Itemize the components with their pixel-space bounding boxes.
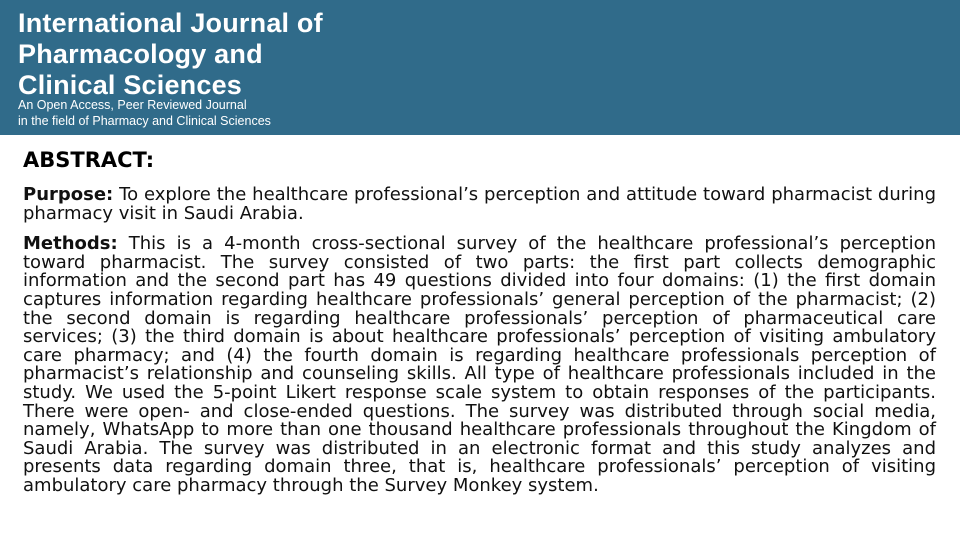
- purpose-paragraph: [23, 186, 936, 223]
- journal-title-line-3: Clinical Sciences: [18, 70, 243, 100]
- journal-title-line-1: International Journal of: [18, 8, 323, 38]
- purpose-label: Purpose:: [23, 184, 114, 205]
- methods-paragraph: [23, 235, 936, 495]
- abstract-heading: ABSTRACT:: [23, 148, 155, 172]
- journal-subtitle-line-2: in the field of Pharmacy and Clinical Sciences: [18, 114, 271, 128]
- abstract-body: [23, 186, 936, 508]
- purpose-text: To explore the healthcare professional’s perception and attitude toward pharmacist during pharmacy visit in Saudi Arabia.: [23, 184, 936, 224]
- methods-label: Methods:: [23, 233, 118, 255]
- journal-subtitle-line-1: An Open Access, Peer Reviewed Journal: [18, 98, 247, 112]
- methods-text: This is a 4-month cross-sectional survey of the healthcare professional’s perception toward pharmacist. The survey consisted of two parts: the first part collects demographic information and the second part has 49 questions divided into four domains: (1) the first domain captures information regarding healthcare professionals’ general perception of the pharmacist; (2) the second domain is regarding healthcare professionals’ perception of pharmaceutical care services; (3) the third domain is about healthcare professionals’ perception of visiting ambulatory care pharmacy; and (4) the fourth domain is regarding healthcare professionals perception of pharmacist’s relationship and counseling skills. All type of healthcare professionals included in the study. We used the 5-point Likert response scale system to obtain responses of the participants. There were open- and close-ended questions. The survey was distributed through social media, namely, WhatsApp to more than one thousand healthcare professionals throughout the Kingdom of Saudi Arabia. The survey was distributed in an electronic format and this study analyzes and presents data regarding domain three, that is, healthcare professionals’ perception of visiting ambulatory care pharmacy through the Survey Monkey system.: [23, 233, 936, 496]
- journal-header-banner: [0, 0, 960, 135]
- journal-title-line-2: Pharmacology and: [18, 39, 263, 69]
